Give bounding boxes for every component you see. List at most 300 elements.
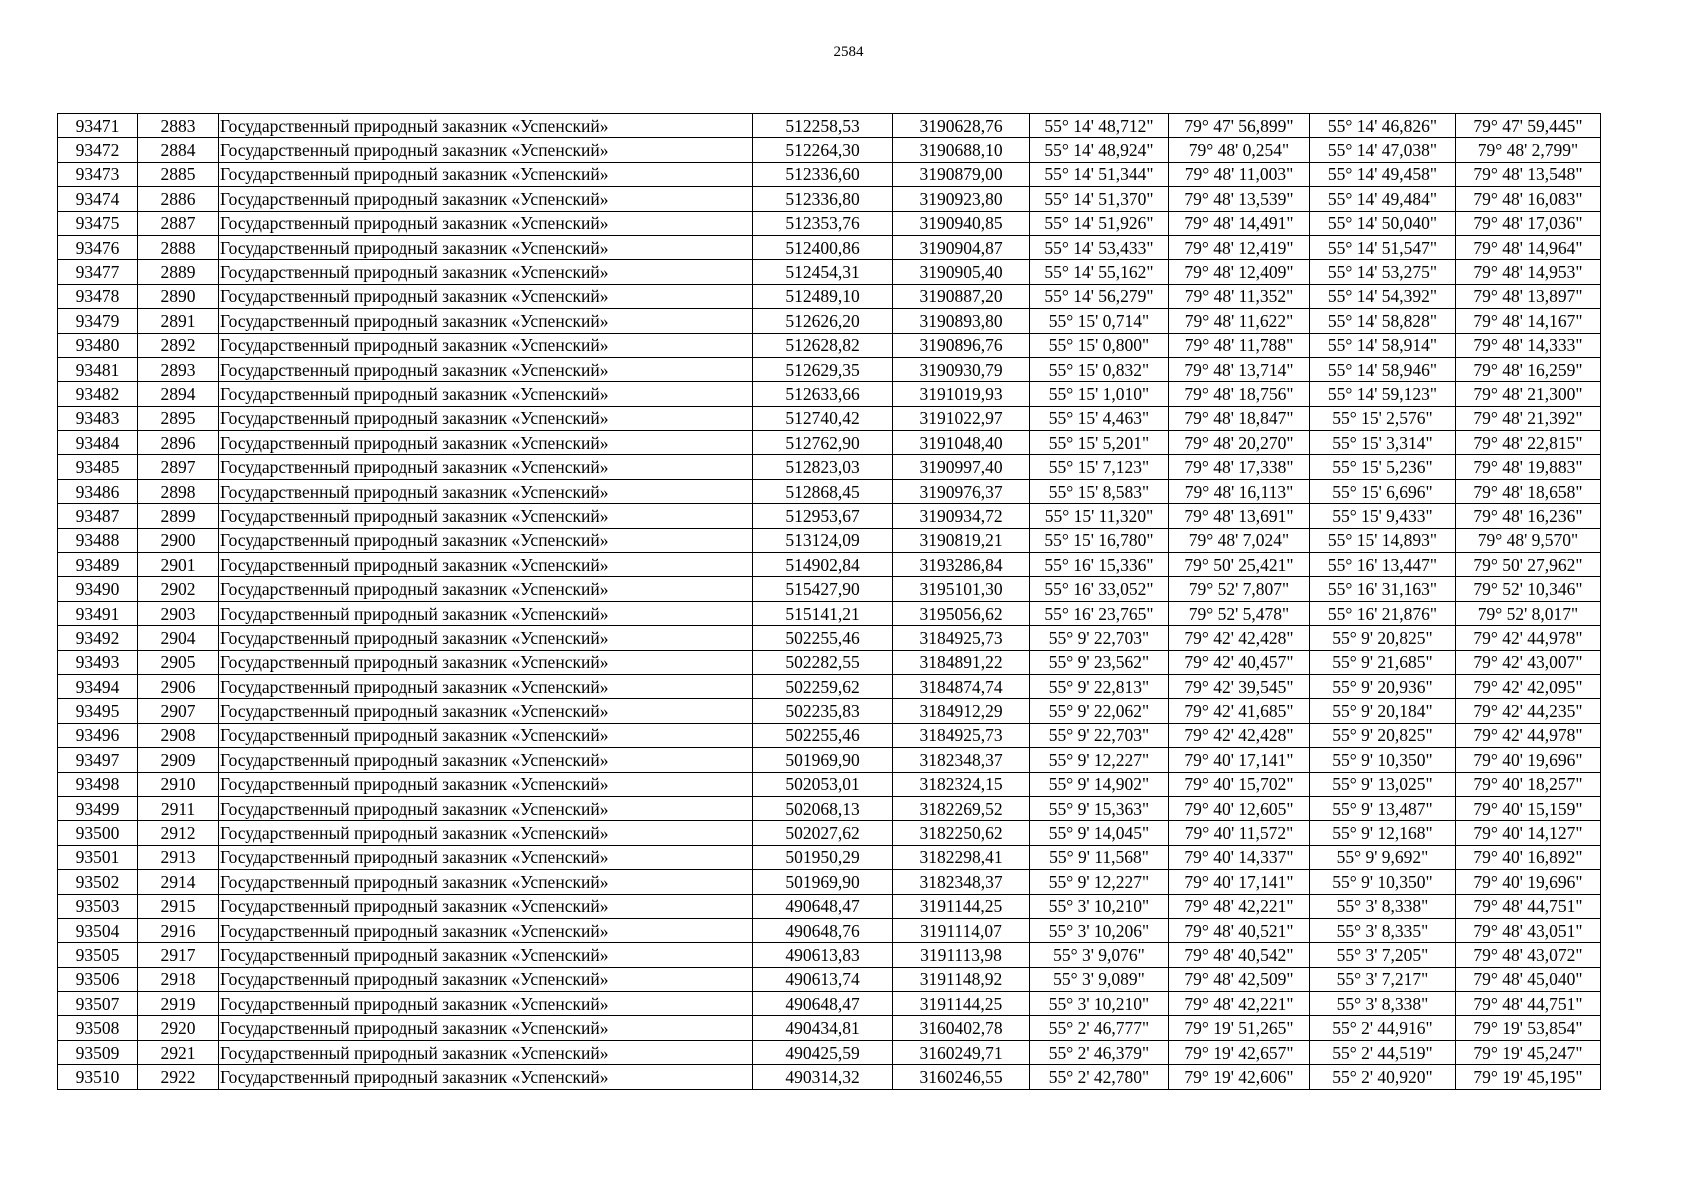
longitude-alt-cell: 79° 48' 17,036" — [1456, 211, 1601, 235]
point-number-cell: 2886 — [138, 187, 219, 211]
x-coordinate-cell: 490434,81 — [753, 1016, 893, 1040]
y-coordinate-cell: 3190997,40 — [893, 455, 1030, 479]
y-coordinate-cell: 3190688,10 — [893, 138, 1030, 162]
latitude-alt-cell: 55° 3' 8,338" — [1310, 992, 1456, 1016]
table-row — [58, 260, 1601, 284]
record-number-cell: 93481 — [58, 357, 138, 381]
latitude-alt-cell: 55° 9' 20,936" — [1310, 674, 1456, 698]
table-row — [58, 1065, 1601, 1089]
object-name-cell: Государственный природный заказник «Успенский» — [219, 211, 753, 235]
y-coordinate-cell: 3190893,80 — [893, 309, 1030, 333]
point-number-cell: 2903 — [138, 601, 219, 625]
point-number-cell: 2891 — [138, 309, 219, 333]
x-coordinate-cell: 514902,84 — [753, 553, 893, 577]
longitude-cell: 79° 48' 11,352" — [1169, 284, 1310, 308]
x-coordinate-cell: 502068,13 — [753, 796, 893, 820]
latitude-alt-cell: 55° 9' 10,350" — [1310, 748, 1456, 772]
x-coordinate-cell: 512454,31 — [753, 260, 893, 284]
longitude-alt-cell: 79° 42' 43,007" — [1456, 650, 1601, 674]
table-row — [58, 333, 1601, 357]
latitude-alt-cell: 55° 14' 54,392" — [1310, 284, 1456, 308]
latitude-cell: 55° 9' 15,363" — [1030, 796, 1169, 820]
y-coordinate-cell: 3191019,93 — [893, 382, 1030, 406]
latitude-alt-cell: 55° 9' 9,692" — [1310, 845, 1456, 869]
y-coordinate-cell: 3160402,78 — [893, 1016, 1030, 1040]
y-coordinate-cell: 3190976,37 — [893, 479, 1030, 503]
x-coordinate-cell: 512353,76 — [753, 211, 893, 235]
latitude-alt-cell: 55° 15' 5,236" — [1310, 455, 1456, 479]
x-coordinate-cell: 502053,01 — [753, 772, 893, 796]
longitude-alt-cell: 79° 48' 45,040" — [1456, 967, 1601, 991]
longitude-cell: 79° 48' 13,714" — [1169, 357, 1310, 381]
x-coordinate-cell: 512633,66 — [753, 382, 893, 406]
table-row — [58, 967, 1601, 991]
record-number-cell: 93507 — [58, 992, 138, 1016]
record-number-cell: 93505 — [58, 943, 138, 967]
point-number-cell: 2913 — [138, 845, 219, 869]
latitude-alt-cell: 55° 14' 58,828" — [1310, 309, 1456, 333]
point-number-cell: 2898 — [138, 479, 219, 503]
y-coordinate-cell: 3195101,30 — [893, 577, 1030, 601]
point-number-cell: 2921 — [138, 1040, 219, 1064]
table-row — [58, 650, 1601, 674]
object-name-cell: Государственный природный заказник «Успенский» — [219, 357, 753, 381]
record-number-cell: 93478 — [58, 284, 138, 308]
longitude-cell: 79° 40' 11,572" — [1169, 821, 1310, 845]
longitude-cell: 79° 19' 42,657" — [1169, 1040, 1310, 1064]
table-row — [58, 845, 1601, 869]
table-row — [58, 162, 1601, 186]
x-coordinate-cell: 512336,80 — [753, 187, 893, 211]
latitude-alt-cell: 55° 14' 59,123" — [1310, 382, 1456, 406]
table-row — [58, 187, 1601, 211]
point-number-cell: 2909 — [138, 748, 219, 772]
latitude-cell: 55° 2' 42,780" — [1030, 1065, 1169, 1089]
table-row — [58, 748, 1601, 772]
latitude-alt-cell: 55° 14' 50,040" — [1310, 211, 1456, 235]
x-coordinate-cell: 490314,32 — [753, 1065, 893, 1089]
y-coordinate-cell: 3190819,21 — [893, 528, 1030, 552]
y-coordinate-cell: 3190905,40 — [893, 260, 1030, 284]
table-row — [58, 455, 1601, 479]
table-row — [58, 553, 1601, 577]
longitude-cell: 79° 48' 13,691" — [1169, 504, 1310, 528]
object-name-cell: Государственный природный заказник «Успенский» — [219, 650, 753, 674]
table-row — [58, 870, 1601, 894]
latitude-cell: 55° 9' 12,227" — [1030, 870, 1169, 894]
table-row — [58, 601, 1601, 625]
latitude-alt-cell: 55° 2' 44,916" — [1310, 1016, 1456, 1040]
table-row — [58, 382, 1601, 406]
latitude-cell: 55° 14' 51,344" — [1030, 162, 1169, 186]
object-name-cell: Государственный природный заказник «Успенский» — [219, 796, 753, 820]
latitude-alt-cell: 55° 2' 44,519" — [1310, 1040, 1456, 1064]
longitude-cell: 79° 48' 18,756" — [1169, 382, 1310, 406]
object-name-cell: Государственный природный заказник «Успенский» — [219, 772, 753, 796]
record-number-cell: 93502 — [58, 870, 138, 894]
longitude-cell: 79° 52' 5,478" — [1169, 601, 1310, 625]
coordinates-table — [57, 113, 1601, 1090]
point-number-cell: 2920 — [138, 1016, 219, 1040]
record-number-cell: 93509 — [58, 1040, 138, 1064]
y-coordinate-cell: 3182250,62 — [893, 821, 1030, 845]
record-number-cell: 93487 — [58, 504, 138, 528]
y-coordinate-cell: 3190887,20 — [893, 284, 1030, 308]
point-number-cell: 2902 — [138, 577, 219, 601]
point-number-cell: 2899 — [138, 504, 219, 528]
record-number-cell: 93501 — [58, 845, 138, 869]
y-coordinate-cell: 3160246,55 — [893, 1065, 1030, 1089]
record-number-cell: 93477 — [58, 260, 138, 284]
longitude-alt-cell: 79° 48' 43,072" — [1456, 943, 1601, 967]
record-number-cell: 93476 — [58, 235, 138, 259]
object-name-cell: Государственный природный заказник «Успенский» — [219, 943, 753, 967]
longitude-alt-cell: 79° 19' 53,854" — [1456, 1016, 1601, 1040]
longitude-alt-cell: 79° 48' 13,548" — [1456, 162, 1601, 186]
point-number-cell: 2904 — [138, 626, 219, 650]
longitude-alt-cell: 79° 48' 9,570" — [1456, 528, 1601, 552]
object-name-cell: Государственный природный заказник «Успенский» — [219, 138, 753, 162]
longitude-alt-cell: 79° 42' 44,978" — [1456, 723, 1601, 747]
point-number-cell: 2919 — [138, 992, 219, 1016]
x-coordinate-cell: 512258,53 — [753, 114, 893, 138]
y-coordinate-cell: 3191148,92 — [893, 967, 1030, 991]
y-coordinate-cell: 3182269,52 — [893, 796, 1030, 820]
object-name-cell: Государственный природный заказник «Успенский» — [219, 309, 753, 333]
record-number-cell: 93482 — [58, 382, 138, 406]
record-number-cell: 93490 — [58, 577, 138, 601]
record-number-cell: 93495 — [58, 699, 138, 723]
longitude-cell: 79° 40' 17,141" — [1169, 748, 1310, 772]
x-coordinate-cell: 512400,86 — [753, 235, 893, 259]
longitude-cell: 79° 42' 39,545" — [1169, 674, 1310, 698]
latitude-alt-cell: 55° 15' 14,893" — [1310, 528, 1456, 552]
longitude-cell: 79° 48' 42,221" — [1169, 992, 1310, 1016]
record-number-cell: 93471 — [58, 114, 138, 138]
latitude-cell: 55° 3' 10,210" — [1030, 992, 1169, 1016]
x-coordinate-cell: 512740,42 — [753, 406, 893, 430]
longitude-alt-cell: 79° 48' 13,897" — [1456, 284, 1601, 308]
record-number-cell: 93506 — [58, 967, 138, 991]
record-number-cell: 93484 — [58, 431, 138, 455]
x-coordinate-cell: 501969,90 — [753, 870, 893, 894]
object-name-cell: Государственный природный заказник «Успенский» — [219, 235, 753, 259]
x-coordinate-cell: 515427,90 — [753, 577, 893, 601]
object-name-cell: Государственный природный заказник «Успенский» — [219, 992, 753, 1016]
longitude-cell: 79° 42' 42,428" — [1169, 723, 1310, 747]
object-name-cell: Государственный природный заказник «Успенский» — [219, 723, 753, 747]
longitude-cell: 79° 48' 40,542" — [1169, 943, 1310, 967]
latitude-alt-cell: 55° 14' 49,458" — [1310, 162, 1456, 186]
latitude-cell: 55° 15' 1,010" — [1030, 382, 1169, 406]
latitude-cell: 55° 14' 53,433" — [1030, 235, 1169, 259]
object-name-cell: Государственный природный заказник «Успенский» — [219, 821, 753, 845]
point-number-cell: 2893 — [138, 357, 219, 381]
y-coordinate-cell: 3182348,37 — [893, 870, 1030, 894]
y-coordinate-cell: 3191114,07 — [893, 918, 1030, 942]
longitude-alt-cell: 79° 40' 14,127" — [1456, 821, 1601, 845]
table-row — [58, 235, 1601, 259]
y-coordinate-cell: 3190930,79 — [893, 357, 1030, 381]
longitude-alt-cell: 79° 40' 18,257" — [1456, 772, 1601, 796]
latitude-cell: 55° 3' 10,206" — [1030, 918, 1169, 942]
latitude-alt-cell: 55° 3' 8,338" — [1310, 894, 1456, 918]
latitude-cell: 55° 14' 48,712" — [1030, 114, 1169, 138]
x-coordinate-cell: 512868,45 — [753, 479, 893, 503]
object-name-cell: Государственный природный заказник «Успенский» — [219, 894, 753, 918]
longitude-cell: 79° 48' 17,338" — [1169, 455, 1310, 479]
point-number-cell: 2892 — [138, 333, 219, 357]
longitude-cell: 79° 48' 20,270" — [1169, 431, 1310, 455]
y-coordinate-cell: 3191113,98 — [893, 943, 1030, 967]
y-coordinate-cell: 3184912,29 — [893, 699, 1030, 723]
record-number-cell: 93499 — [58, 796, 138, 820]
table-row — [58, 211, 1601, 235]
point-number-cell: 2890 — [138, 284, 219, 308]
longitude-cell: 79° 42' 42,428" — [1169, 626, 1310, 650]
y-coordinate-cell: 3195056,62 — [893, 601, 1030, 625]
y-coordinate-cell: 3191022,97 — [893, 406, 1030, 430]
object-name-cell: Государственный природный заказник «Успенский» — [219, 333, 753, 357]
latitude-cell: 55° 15' 5,201" — [1030, 431, 1169, 455]
object-name-cell: Государственный природный заказник «Успенский» — [219, 601, 753, 625]
y-coordinate-cell: 3191144,25 — [893, 894, 1030, 918]
latitude-cell: 55° 15' 11,320" — [1030, 504, 1169, 528]
longitude-cell: 79° 19' 51,265" — [1169, 1016, 1310, 1040]
latitude-alt-cell: 55° 9' 20,825" — [1310, 723, 1456, 747]
longitude-cell: 79° 48' 42,221" — [1169, 894, 1310, 918]
object-name-cell: Государственный природный заказник «Успенский» — [219, 1016, 753, 1040]
x-coordinate-cell: 501969,90 — [753, 748, 893, 772]
latitude-cell: 55° 15' 16,780" — [1030, 528, 1169, 552]
table-row — [58, 479, 1601, 503]
object-name-cell: Государственный природный заказник «Успенский» — [219, 967, 753, 991]
y-coordinate-cell: 3191144,25 — [893, 992, 1030, 1016]
x-coordinate-cell: 490425,59 — [753, 1040, 893, 1064]
point-number-cell: 2912 — [138, 821, 219, 845]
latitude-alt-cell: 55° 15' 2,576" — [1310, 406, 1456, 430]
object-name-cell: Государственный природный заказник «Успенский» — [219, 406, 753, 430]
x-coordinate-cell: 512628,82 — [753, 333, 893, 357]
x-coordinate-cell: 512626,20 — [753, 309, 893, 333]
latitude-alt-cell: 55° 16' 13,447" — [1310, 553, 1456, 577]
longitude-cell: 79° 48' 40,521" — [1169, 918, 1310, 942]
record-number-cell: 93480 — [58, 333, 138, 357]
table-row — [58, 674, 1601, 698]
x-coordinate-cell: 501950,29 — [753, 845, 893, 869]
latitude-alt-cell: 55° 15' 3,314" — [1310, 431, 1456, 455]
y-coordinate-cell: 3182348,37 — [893, 748, 1030, 772]
y-coordinate-cell: 3191048,40 — [893, 431, 1030, 455]
latitude-alt-cell: 55° 3' 7,217" — [1310, 967, 1456, 991]
y-coordinate-cell: 3190896,76 — [893, 333, 1030, 357]
latitude-alt-cell: 55° 14' 58,914" — [1310, 333, 1456, 357]
y-coordinate-cell: 3190934,72 — [893, 504, 1030, 528]
point-number-cell: 2914 — [138, 870, 219, 894]
point-number-cell: 2906 — [138, 674, 219, 698]
latitude-cell: 55° 3' 9,089" — [1030, 967, 1169, 991]
y-coordinate-cell: 3160249,71 — [893, 1040, 1030, 1064]
longitude-alt-cell: 79° 48' 19,883" — [1456, 455, 1601, 479]
latitude-alt-cell: 55° 2' 40,920" — [1310, 1065, 1456, 1089]
longitude-alt-cell: 79° 48' 18,658" — [1456, 479, 1601, 503]
longitude-cell: 79° 40' 12,605" — [1169, 796, 1310, 820]
table-row — [58, 114, 1601, 138]
record-number-cell: 93494 — [58, 674, 138, 698]
object-name-cell: Государственный природный заказник «Успенский» — [219, 528, 753, 552]
record-number-cell: 93473 — [58, 162, 138, 186]
object-name-cell: Государственный природный заказник «Успенский» — [219, 479, 753, 503]
longitude-alt-cell: 79° 48' 14,953" — [1456, 260, 1601, 284]
record-number-cell: 93497 — [58, 748, 138, 772]
longitude-alt-cell: 79° 19' 45,247" — [1456, 1040, 1601, 1064]
table-row — [58, 821, 1601, 845]
record-number-cell: 93492 — [58, 626, 138, 650]
latitude-cell: 55° 9' 12,227" — [1030, 748, 1169, 772]
longitude-alt-cell: 79° 48' 16,259" — [1456, 357, 1601, 381]
record-number-cell: 93479 — [58, 309, 138, 333]
longitude-alt-cell: 79° 47' 59,445" — [1456, 114, 1601, 138]
longitude-alt-cell: 79° 48' 22,815" — [1456, 431, 1601, 455]
latitude-cell: 55° 9' 23,562" — [1030, 650, 1169, 674]
latitude-alt-cell: 55° 14' 46,826" — [1310, 114, 1456, 138]
x-coordinate-cell: 490613,83 — [753, 943, 893, 967]
latitude-alt-cell: 55° 9' 10,350" — [1310, 870, 1456, 894]
y-coordinate-cell: 3193286,84 — [893, 553, 1030, 577]
longitude-alt-cell: 79° 48' 21,392" — [1456, 406, 1601, 430]
point-number-cell: 2916 — [138, 918, 219, 942]
latitude-cell: 55° 9' 11,568" — [1030, 845, 1169, 869]
table-row — [58, 431, 1601, 455]
longitude-alt-cell: 79° 48' 21,300" — [1456, 382, 1601, 406]
longitude-cell: 79° 48' 12,419" — [1169, 235, 1310, 259]
longitude-cell: 79° 48' 7,024" — [1169, 528, 1310, 552]
table-row — [58, 406, 1601, 430]
longitude-cell: 79° 48' 11,622" — [1169, 309, 1310, 333]
y-coordinate-cell: 3190923,80 — [893, 187, 1030, 211]
record-number-cell: 93496 — [58, 723, 138, 747]
table-row — [58, 138, 1601, 162]
x-coordinate-cell: 512823,03 — [753, 455, 893, 479]
object-name-cell: Государственный природный заказник «Успенский» — [219, 626, 753, 650]
y-coordinate-cell: 3190940,85 — [893, 211, 1030, 235]
latitude-cell: 55° 9' 22,813" — [1030, 674, 1169, 698]
table-row — [58, 918, 1601, 942]
record-number-cell: 93493 — [58, 650, 138, 674]
table-row — [58, 357, 1601, 381]
latitude-cell: 55° 14' 51,370" — [1030, 187, 1169, 211]
longitude-alt-cell: 79° 42' 44,235" — [1456, 699, 1601, 723]
latitude-cell: 55° 14' 55,162" — [1030, 260, 1169, 284]
x-coordinate-cell: 513124,09 — [753, 528, 893, 552]
latitude-cell: 55° 16' 23,765" — [1030, 601, 1169, 625]
longitude-alt-cell: 79° 50' 27,962" — [1456, 553, 1601, 577]
longitude-alt-cell: 79° 48' 2,799" — [1456, 138, 1601, 162]
point-number-cell: 2889 — [138, 260, 219, 284]
table-row — [58, 284, 1601, 308]
point-number-cell: 2908 — [138, 723, 219, 747]
x-coordinate-cell: 515141,21 — [753, 601, 893, 625]
longitude-alt-cell: 79° 48' 44,751" — [1456, 992, 1601, 1016]
longitude-cell: 79° 48' 18,847" — [1169, 406, 1310, 430]
longitude-cell: 79° 40' 14,337" — [1169, 845, 1310, 869]
point-number-cell: 2918 — [138, 967, 219, 991]
record-number-cell: 93504 — [58, 918, 138, 942]
latitude-alt-cell: 55° 3' 8,335" — [1310, 918, 1456, 942]
latitude-cell: 55° 16' 15,336" — [1030, 553, 1169, 577]
object-name-cell: Государственный природный заказник «Успенский» — [219, 1040, 753, 1064]
record-number-cell: 93483 — [58, 406, 138, 430]
latitude-alt-cell: 55° 9' 13,487" — [1310, 796, 1456, 820]
object-name-cell: Государственный природный заказник «Успенский» — [219, 699, 753, 723]
object-name-cell: Государственный природный заказник «Успенский» — [219, 748, 753, 772]
longitude-alt-cell: 79° 42' 44,978" — [1456, 626, 1601, 650]
longitude-cell: 79° 48' 0,254" — [1169, 138, 1310, 162]
longitude-cell: 79° 47' 56,899" — [1169, 114, 1310, 138]
latitude-cell: 55° 15' 4,463" — [1030, 406, 1169, 430]
table-row — [58, 894, 1601, 918]
point-number-cell: 2917 — [138, 943, 219, 967]
x-coordinate-cell: 512489,10 — [753, 284, 893, 308]
table-row — [58, 699, 1601, 723]
object-name-cell: Государственный природный заказник «Успенский» — [219, 114, 753, 138]
record-number-cell: 93486 — [58, 479, 138, 503]
y-coordinate-cell: 3184925,73 — [893, 723, 1030, 747]
latitude-cell: 55° 15' 7,123" — [1030, 455, 1169, 479]
longitude-alt-cell: 79° 48' 44,751" — [1456, 894, 1601, 918]
table-body — [58, 114, 1601, 1090]
point-number-cell: 2894 — [138, 382, 219, 406]
object-name-cell: Государственный природный заказник «Успенский» — [219, 431, 753, 455]
table-row — [58, 992, 1601, 1016]
record-number-cell: 93489 — [58, 553, 138, 577]
latitude-alt-cell: 55° 3' 7,205" — [1310, 943, 1456, 967]
x-coordinate-cell: 512953,67 — [753, 504, 893, 528]
latitude-cell: 55° 14' 48,924" — [1030, 138, 1169, 162]
table-row — [58, 309, 1601, 333]
longitude-cell: 79° 48' 13,539" — [1169, 187, 1310, 211]
object-name-cell: Государственный природный заказник «Успенский» — [219, 162, 753, 186]
x-coordinate-cell: 502282,55 — [753, 650, 893, 674]
latitude-cell: 55° 9' 14,902" — [1030, 772, 1169, 796]
latitude-alt-cell: 55° 9' 20,184" — [1310, 699, 1456, 723]
point-number-cell: 2915 — [138, 894, 219, 918]
point-number-cell: 2888 — [138, 235, 219, 259]
table-row — [58, 577, 1601, 601]
object-name-cell: Государственный природный заказник «Успенский» — [219, 260, 753, 284]
latitude-cell: 55° 14' 56,279" — [1030, 284, 1169, 308]
latitude-cell: 55° 2' 46,379" — [1030, 1040, 1169, 1064]
latitude-cell: 55° 14' 51,926" — [1030, 211, 1169, 235]
record-number-cell: 93472 — [58, 138, 138, 162]
x-coordinate-cell: 512762,90 — [753, 431, 893, 455]
object-name-cell: Государственный природный заказник «Успенский» — [219, 504, 753, 528]
table-row — [58, 943, 1601, 967]
longitude-alt-cell: 79° 48' 16,236" — [1456, 504, 1601, 528]
latitude-alt-cell: 55° 15' 9,433" — [1310, 504, 1456, 528]
latitude-cell: 55° 9' 22,062" — [1030, 699, 1169, 723]
point-number-cell: 2896 — [138, 431, 219, 455]
longitude-alt-cell: 79° 40' 19,696" — [1456, 748, 1601, 772]
table-row — [58, 723, 1601, 747]
object-name-cell: Государственный природный заказник «Успенский» — [219, 577, 753, 601]
x-coordinate-cell: 512336,60 — [753, 162, 893, 186]
x-coordinate-cell: 512264,30 — [753, 138, 893, 162]
latitude-alt-cell: 55° 16' 21,876" — [1310, 601, 1456, 625]
table-row — [58, 504, 1601, 528]
object-name-cell: Государственный природный заказник «Успенский» — [219, 845, 753, 869]
latitude-alt-cell: 55° 9' 13,025" — [1310, 772, 1456, 796]
